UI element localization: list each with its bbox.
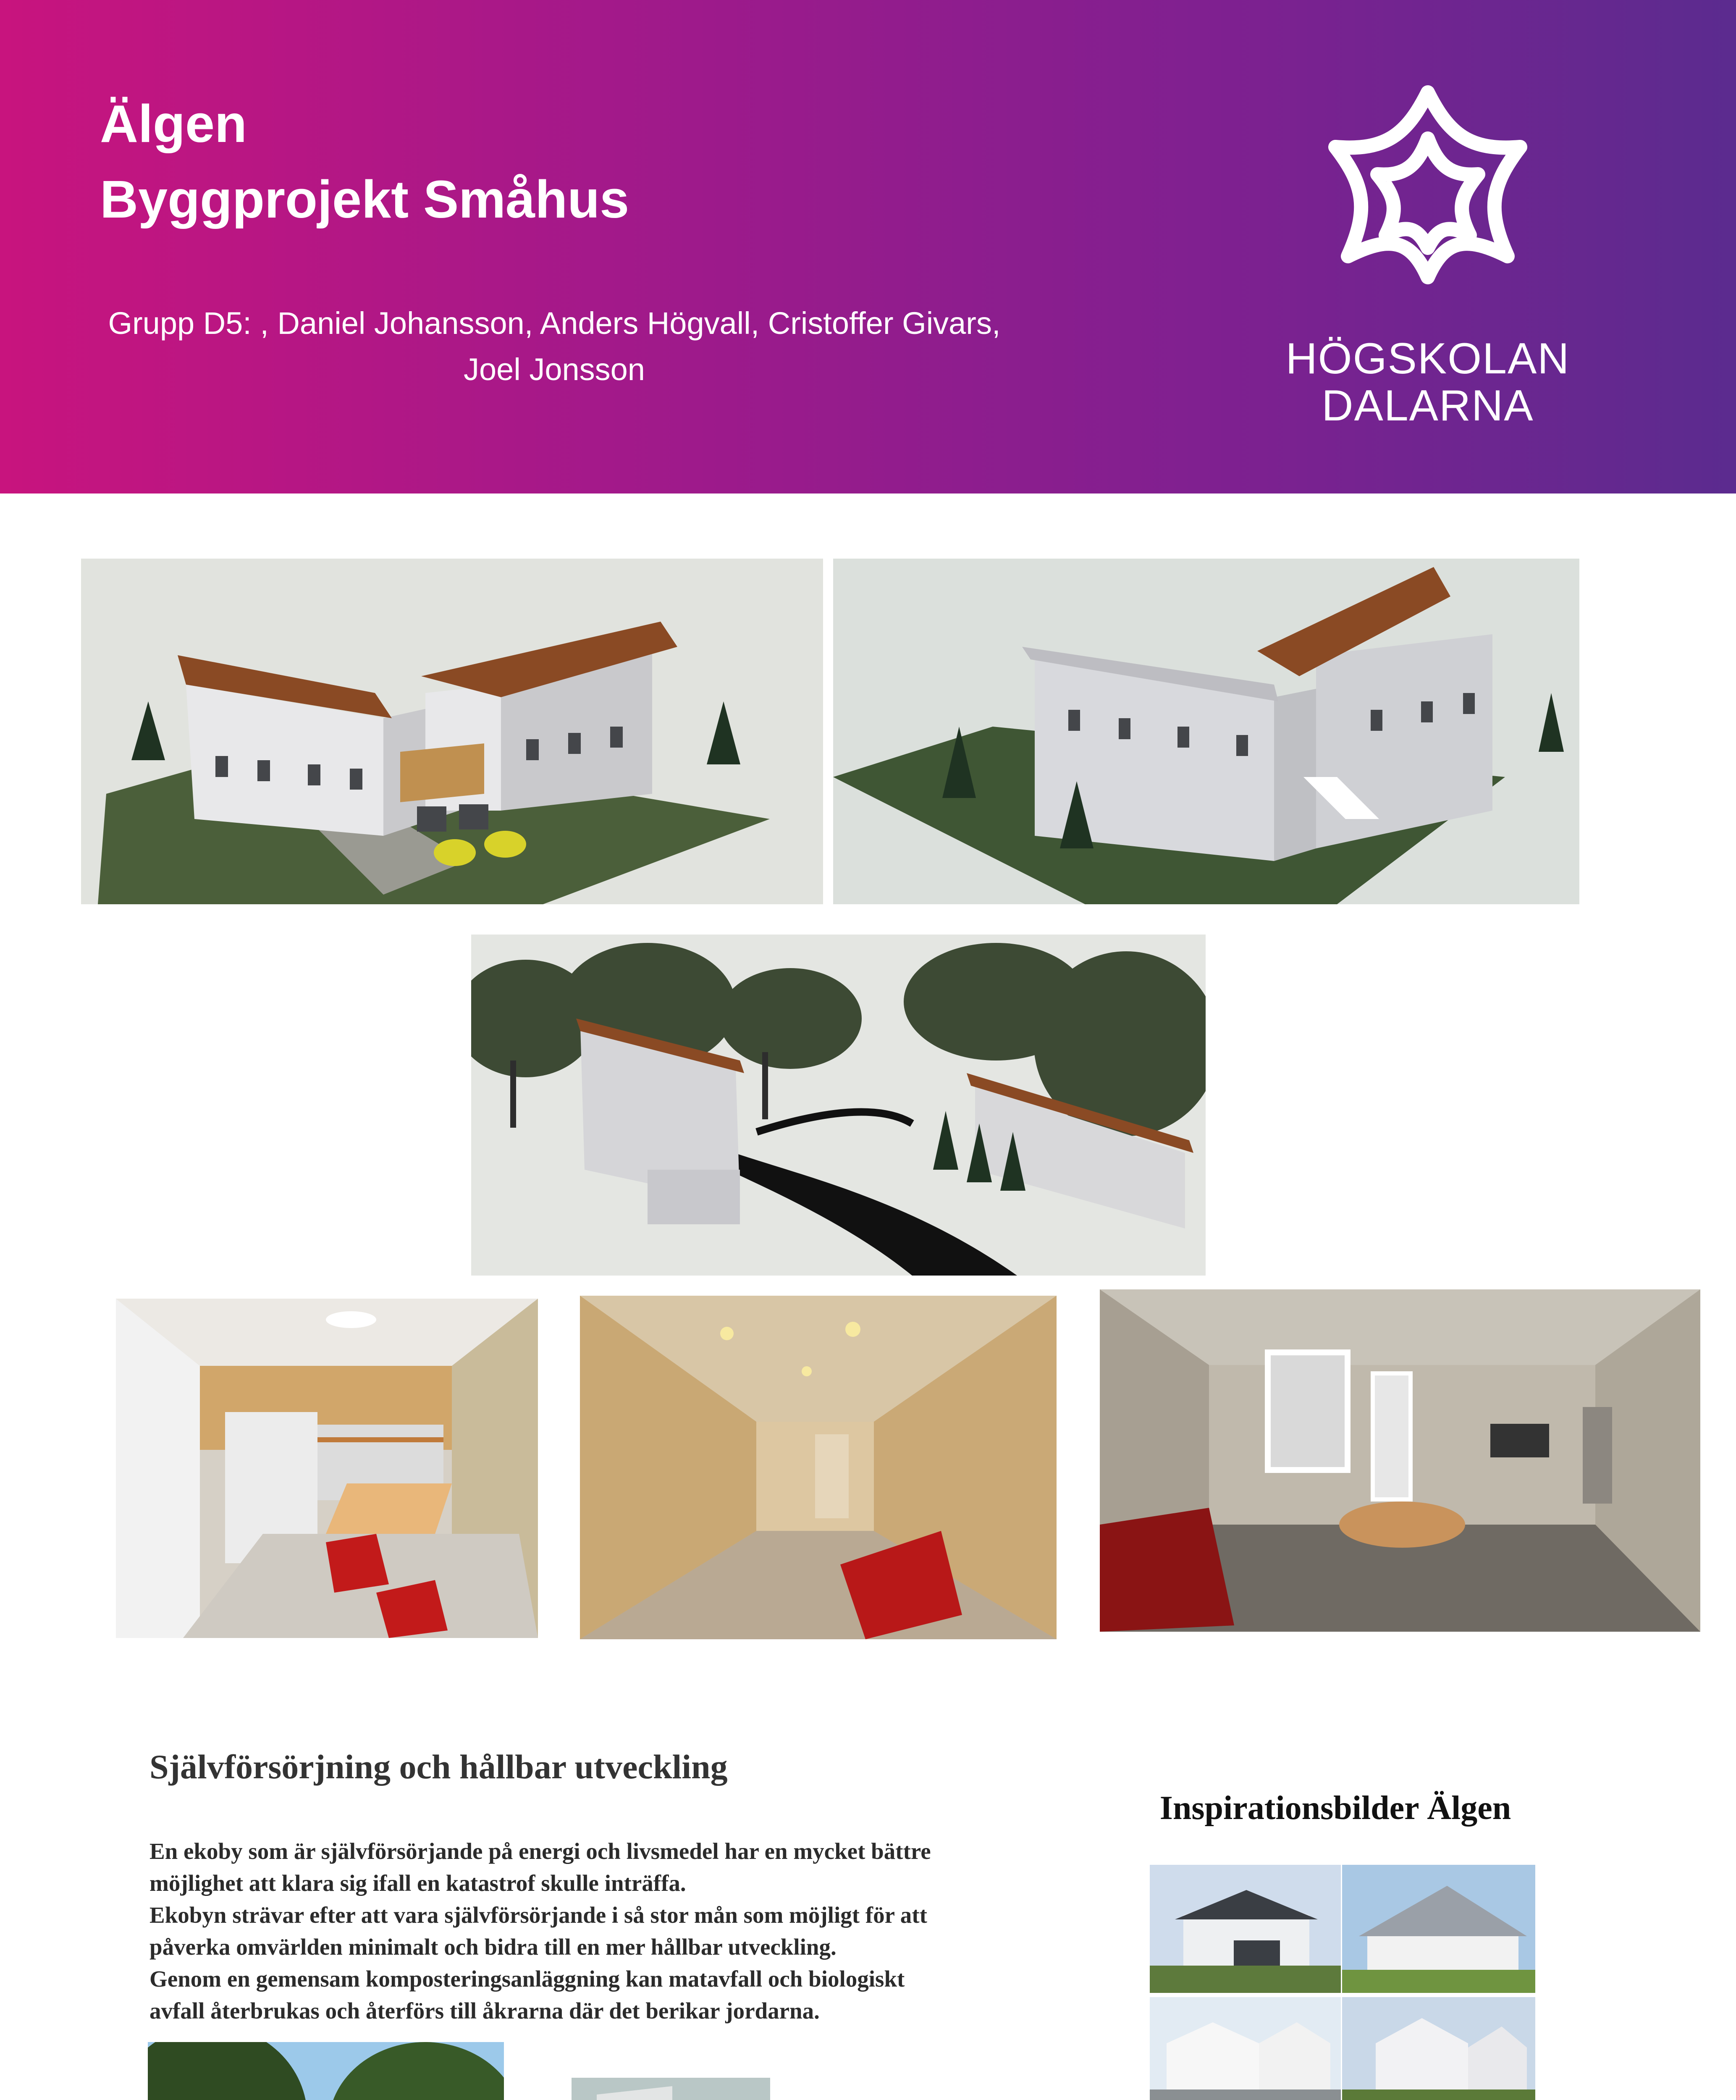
photo-sheep-grazing (148, 2042, 504, 2100)
inspiration-photo-3 (1150, 1997, 1341, 2100)
photo-vegetable-field (572, 2078, 770, 2100)
render-rear-view (833, 559, 1579, 904)
logo-text-line-2: DALARNA (1322, 381, 1534, 430)
hogskolan-dalarna-logo (1310, 76, 1545, 328)
inspiration-photo-1 (1150, 1865, 1341, 1993)
inspiration-photo-4 (1342, 1997, 1535, 2100)
paragraph-line: påverka omvärlden minimalt och bidra till en mer hållbar utveckling. (149, 1934, 837, 1960)
paragraph-line: Ekobyn strävar efter att vara självförsörjande i så stor mån som möjligt för att (149, 1902, 927, 1928)
sustainability-paragraph (149, 1835, 1073, 2027)
logo-text-line-1: HÖGSKOLAN (1285, 334, 1570, 383)
paragraph-line: avfall återbrukas och återförs till åkrarna där det berikar jordarna. (149, 1998, 820, 2024)
inspiration-photo-2 (1342, 1865, 1535, 1993)
star-flower-icon (1310, 76, 1545, 328)
paragraph-line: möjlighet att klara sig ifall en katastrof skulle inträffa. (149, 1870, 686, 1896)
poster-subtitle: Byggprojekt Småhus (100, 170, 629, 229)
render-front-view (81, 559, 823, 904)
authors-line-2: Joel Jonsson (464, 352, 645, 387)
interior-hallway (580, 1296, 1057, 1639)
authors-line-1: Grupp D5: , Daniel Johansson, Anders Högvall, Cristoffer Givars, (108, 306, 1001, 341)
interior-kitchen (116, 1299, 538, 1638)
paragraph-line: En ekoby som är självförsörjande på energi och livsmedel har en mycket bättre (149, 1838, 931, 1864)
render-site-view (471, 934, 1206, 1276)
poster-title: Älgen (100, 94, 247, 153)
interior-living-room (1100, 1289, 1700, 1632)
header-banner (0, 0, 1736, 494)
inspiration-title: Inspirationsbilder Älgen (1159, 1790, 1511, 1827)
section-title-sustainability: Självförsörjning och hållbar utveckling (149, 1748, 728, 1786)
paragraph-line: Genom en gemensam komposteringsanläggning kan matavfall och biologiskt (149, 1966, 905, 1992)
